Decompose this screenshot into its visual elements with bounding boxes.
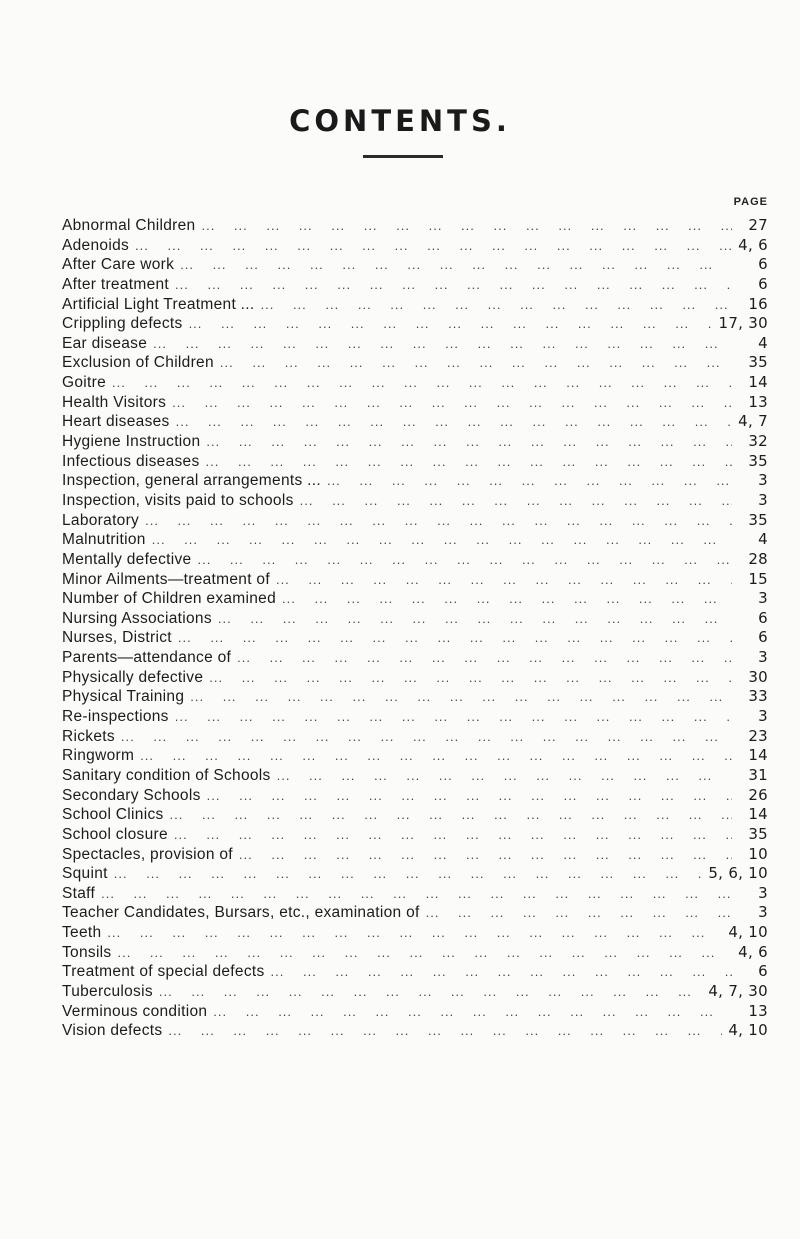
entry-label: School closure	[62, 825, 168, 843]
contents-entry	[62, 727, 768, 747]
entry-page-number: 3	[758, 471, 768, 490]
entry-label: Sanitary condition of Schools	[62, 766, 271, 784]
entry-label: Inspection, visits paid to schools	[62, 491, 294, 509]
dot-leader	[107, 923, 722, 943]
entry-page-number: 4, 7	[738, 412, 768, 431]
entry-page-number: 4, 10	[728, 923, 768, 942]
entry-page-number: 6	[758, 608, 768, 627]
entry-label: Malnutrition	[62, 531, 146, 549]
entry-label: School Clinics	[62, 806, 164, 824]
contents-entry	[62, 982, 768, 1002]
dot-leader	[213, 1002, 732, 1022]
dot-leader	[261, 295, 733, 315]
entry-page-number: 4, 6	[738, 235, 768, 254]
contents-list	[62, 216, 768, 1041]
contents-entry	[62, 275, 768, 295]
dot-leader	[114, 864, 703, 884]
entry-page-number: 14	[748, 373, 768, 392]
entry-label: Rickets	[62, 727, 115, 745]
entry-page-number: 35	[748, 451, 768, 470]
entry-page-number: 3	[758, 589, 768, 608]
contents-entry	[62, 314, 768, 334]
contents-entry	[62, 393, 768, 413]
entry-page-number: 6	[758, 962, 768, 981]
contents-entry	[62, 412, 768, 432]
entry-label: Physical Training	[62, 688, 185, 706]
entry-label: Abnormal Children	[62, 217, 196, 234]
dot-leader	[218, 609, 732, 629]
dot-leader	[145, 511, 732, 531]
entry-label: Tonsils	[62, 943, 112, 961]
dot-leader	[121, 727, 732, 747]
entry-page-number: 17, 30	[718, 314, 768, 333]
contents-entry	[62, 648, 768, 668]
entry-page-number: 3	[758, 883, 768, 902]
dot-leader	[168, 1021, 722, 1041]
entry-page-number: 15	[748, 569, 768, 588]
dot-leader	[189, 314, 713, 334]
dot-leader	[271, 962, 732, 982]
entry-page-number: 10	[748, 844, 768, 863]
entry-label: Mentally defective	[62, 550, 192, 568]
contents-entry	[62, 373, 768, 393]
contents-entry	[62, 845, 768, 865]
contents-entry	[62, 903, 768, 923]
contents-entry	[62, 295, 768, 315]
page-title: CONTENTS.	[289, 104, 511, 138]
entry-label: Number of Children examined	[62, 590, 277, 608]
dot-leader	[300, 491, 732, 511]
dot-leader	[172, 393, 732, 413]
entry-page-number: 13	[748, 1001, 768, 1020]
dot-leader	[327, 471, 732, 491]
contents-entry	[62, 609, 768, 629]
entry-label: Inspection, general arrangements ...	[62, 472, 321, 490]
entry-label: Artificial Light Treatment ...	[62, 295, 255, 313]
dot-leader	[282, 589, 732, 609]
contents-entry	[62, 1021, 768, 1041]
dot-leader	[101, 884, 732, 904]
contents-entry	[62, 786, 768, 806]
contents-entry	[62, 589, 768, 609]
entry-label: Nurses, District	[62, 629, 172, 647]
dot-leader	[140, 746, 732, 766]
dot-leader	[176, 412, 732, 432]
dot-leader	[190, 687, 732, 707]
entry-page-number: 4, 10	[728, 1021, 768, 1040]
contents-entry	[62, 668, 768, 688]
contents-entry	[62, 491, 768, 511]
contents-entry	[62, 687, 768, 707]
dot-leader	[207, 786, 732, 806]
entry-label: Spectacles, provision of	[62, 845, 233, 863]
dot-leader	[426, 903, 732, 923]
entry-label: Goitre	[62, 374, 107, 392]
entry-page-number: 35	[748, 824, 768, 843]
contents-entry	[62, 884, 768, 904]
dot-leader	[206, 432, 732, 452]
dot-leader	[239, 845, 732, 865]
entry-label: Verminous condition	[62, 1002, 208, 1020]
entry-label: Ringworm	[62, 747, 135, 765]
dot-leader	[209, 668, 732, 688]
entry-page-number: 32	[748, 432, 768, 451]
contents-entry	[62, 471, 768, 491]
dot-leader	[276, 570, 732, 590]
entry-page-number: 3	[758, 903, 768, 922]
entry-page-number: 13	[748, 392, 768, 411]
entry-label: Squint	[62, 865, 108, 883]
entry-page-number: 35	[748, 353, 768, 372]
entry-page-number: 35	[748, 510, 768, 529]
dot-leader	[153, 334, 732, 354]
entry-label: Re-inspections	[62, 708, 169, 726]
contents-entry	[62, 962, 768, 982]
entry-page-number: 4	[758, 333, 768, 352]
contents-entry	[62, 1002, 768, 1022]
dot-leader	[112, 373, 732, 393]
contents-entry	[62, 923, 768, 943]
dot-leader	[178, 628, 732, 648]
dot-leader	[206, 452, 732, 472]
contents-entry	[62, 805, 768, 825]
contents-entry	[62, 353, 768, 373]
entry-label: After treatment	[62, 275, 170, 293]
entry-page-number: 31	[748, 765, 768, 784]
dot-leader	[201, 216, 732, 236]
entry-page-number: 6	[758, 628, 768, 647]
dot-leader	[175, 707, 732, 727]
dot-leader	[175, 275, 732, 295]
entry-page-number: 4	[758, 530, 768, 549]
entry-page-number: 4, 7, 30	[708, 981, 768, 1000]
entry-label: Vision defects	[62, 1022, 163, 1040]
contents-entry	[62, 216, 768, 236]
entry-page-number: 5, 6, 10	[708, 864, 768, 883]
contents-entry	[62, 511, 768, 531]
contents-entry	[62, 628, 768, 648]
entry-page-number: 4, 6	[738, 942, 768, 961]
dot-leader	[135, 236, 732, 256]
entry-label: Heart diseases	[62, 413, 170, 431]
entry-page-number: 26	[748, 785, 768, 804]
contents-entry	[62, 432, 768, 452]
entry-page-number: 30	[748, 667, 768, 686]
page-column-heading: PAGE	[733, 196, 768, 208]
dot-leader	[237, 648, 732, 668]
contents-entry	[62, 236, 768, 256]
contents-entry	[62, 943, 768, 963]
entry-label: Hygiene Instruction	[62, 433, 201, 451]
entry-label: Nursing Associations	[62, 609, 212, 627]
entry-page-number: 3	[758, 707, 768, 726]
entry-label: Health Visitors	[62, 393, 167, 411]
entry-page-number: 16	[748, 294, 768, 313]
entry-label: After Care work	[62, 256, 175, 274]
dot-leader	[170, 805, 732, 825]
entry-label: Parents—attendance of	[62, 649, 232, 667]
dot-leader	[277, 766, 732, 786]
entry-label: Crippling defects	[62, 315, 183, 333]
entry-label: Adenoids	[62, 236, 130, 254]
entry-label: Minor Ailments—treatment of	[62, 570, 270, 588]
entry-page-number: 14	[748, 805, 768, 824]
entry-page-number: 28	[748, 549, 768, 568]
entry-label: Physically defective	[62, 668, 204, 686]
dot-leader	[180, 255, 732, 275]
entry-page-number: 6	[758, 274, 768, 293]
entry-page-number: 33	[748, 687, 768, 706]
title-rule	[363, 155, 443, 158]
dot-leader	[197, 550, 732, 570]
contents-entry	[62, 707, 768, 727]
dot-leader	[117, 943, 732, 963]
contents-entry	[62, 255, 768, 275]
entry-label: Teacher Candidates, Bursars, etc., examination of	[62, 904, 420, 922]
dot-leader	[152, 530, 732, 550]
contents-entry	[62, 570, 768, 590]
contents-entry	[62, 334, 768, 354]
entry-page-number: 23	[748, 726, 768, 745]
entry-page-number: 14	[748, 746, 768, 765]
entry-label: Treatment of special defects	[62, 963, 265, 981]
contents-entry	[62, 452, 768, 472]
contents-entry	[62, 550, 768, 570]
entry-label: Staff	[62, 884, 96, 902]
contents-entry	[62, 864, 768, 884]
contents-entry	[62, 746, 768, 766]
entry-label: Infectious diseases	[62, 452, 200, 470]
entry-page-number: 3	[758, 648, 768, 667]
contents-entry	[62, 766, 768, 786]
entry-label: Laboratory	[62, 511, 140, 529]
entry-page-number: 3	[758, 490, 768, 509]
entry-page-number: 27	[748, 216, 768, 234]
entry-label: Secondary Schools	[62, 786, 201, 804]
entry-page-number: 6	[758, 255, 768, 274]
dot-leader	[159, 982, 702, 1002]
entry-label: Exclusion of Children	[62, 354, 214, 372]
entry-label: Ear disease	[62, 334, 148, 352]
dot-leader	[220, 353, 732, 373]
entry-label: Tuberculosis	[62, 982, 153, 1000]
contents-entry	[62, 825, 768, 845]
entry-label: Teeth	[62, 924, 102, 942]
dot-leader	[174, 825, 732, 845]
contents-entry	[62, 530, 768, 550]
